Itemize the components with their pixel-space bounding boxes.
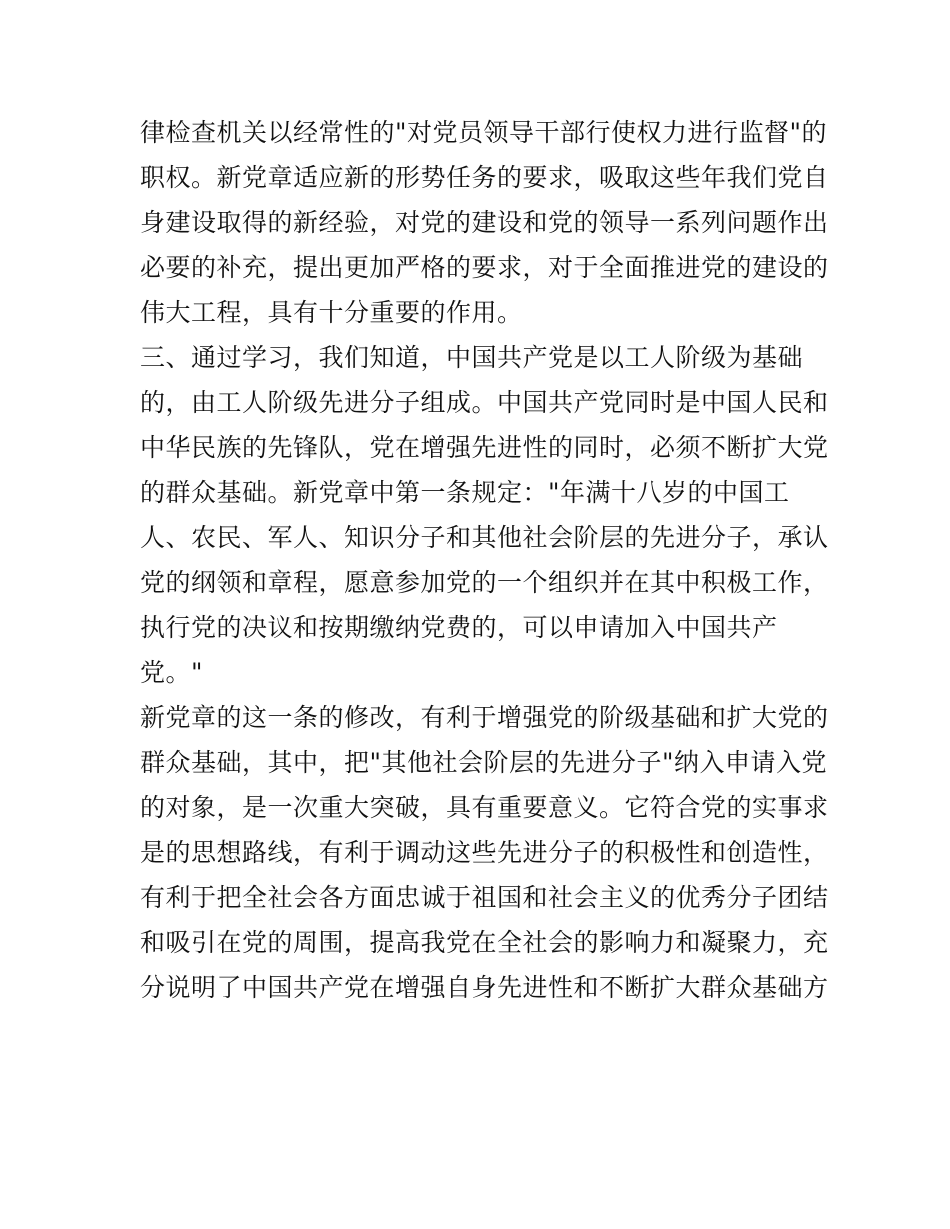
text-line: 伟大工程，具有十分重要的作用。 bbox=[140, 298, 523, 327]
text-line: 执行党的决议和按期缴纳党费的，可以申请加入中国共产 bbox=[140, 613, 778, 642]
text-line: 职权。新党章适应新的形势任务的要求，吸取这些年我们党自 bbox=[140, 163, 829, 192]
text-line: 党。" bbox=[140, 658, 203, 687]
text-line: 的，由工人阶级先进分子组成。中国共产党同时是中国人民和 bbox=[140, 388, 829, 417]
text-line: 中华民族的先锋队，党在增强先进性的同时，必须不断扩大党 bbox=[140, 433, 829, 462]
text-line: 律检查机关以经常性的"对党员领导干部行使权力进行监督"的 bbox=[140, 118, 828, 147]
text-line: 新党章的这一条的修改，有利于增强党的阶级基础和扩大党的 bbox=[140, 703, 829, 732]
text-line: 必要的补充，提出更加严格的要求，对于全面推进党的建设的 bbox=[140, 253, 829, 282]
text-line: 和吸引在党的周围，提高我党在全社会的影响力和凝聚力，充 bbox=[140, 928, 829, 957]
text-line: 群众基础，其中，把"其他社会阶层的先进分子"纳入申请入党 bbox=[140, 748, 828, 777]
text-line: 是的思想路线，有利于调动这些先进分子的积极性和创造性， bbox=[140, 838, 829, 867]
text-line: 人、农民、军人、知识分子和其他社会阶层的先进分子，承认 bbox=[140, 523, 829, 552]
text-line: 的群众基础。新党章中第一条规定："年满十八岁的中国工 bbox=[140, 478, 790, 507]
text-line: 党的纲领和章程，愿意参加党的一个组织并在其中积极工作， bbox=[140, 568, 829, 597]
text-line: 分说明了中国共产党在增强自身先进性和不断扩大群众基础方 bbox=[140, 973, 829, 1002]
text-line: 的对象，是一次重大突破，具有重要意义。它符合党的实事求 bbox=[140, 793, 829, 822]
text-line: 有利于把全社会各方面忠诚于祖国和社会主义的优秀分子团结 bbox=[140, 883, 829, 912]
document-body bbox=[140, 110, 829, 1010]
text-line: 身建设取得的新经验，对党的建设和党的领导一系列问题作出 bbox=[140, 208, 829, 237]
text-line: 三、通过学习，我们知道，中国共产党是以工人阶级为基础 bbox=[140, 343, 804, 372]
